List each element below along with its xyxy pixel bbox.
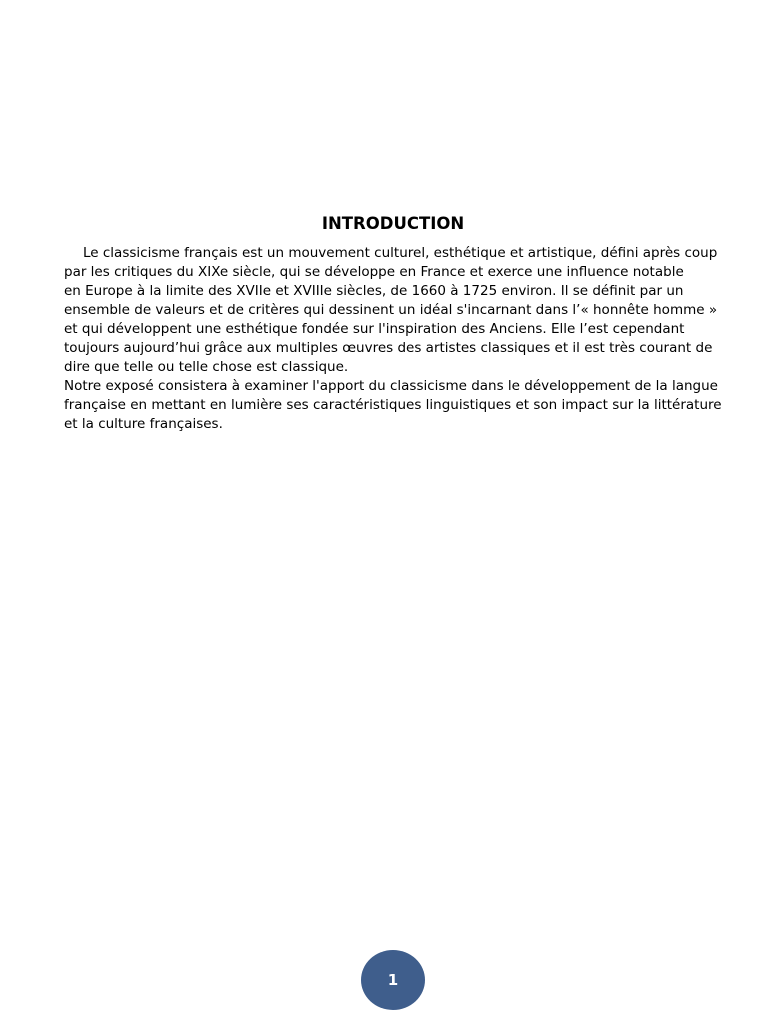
paragraph-line: dire que telle ou telle chose est classique.: [64, 359, 349, 375]
document-body: [64, 244, 724, 434]
paragraph-line: en Europe à la limite des XVIIe et XVIIIe siècles, de 1660 à 1725 environ. Il se définit par un: [64, 283, 684, 299]
paragraph-line: et la culture françaises.: [64, 416, 223, 432]
paragraph-line: toujours aujourd’hui grâce aux multiples œuvres des artistes classiques et il est très courant de: [64, 340, 713, 356]
paragraph-line: française en mettant en lumière ses caractéristiques linguistiques et son impact sur la littérature: [64, 397, 722, 413]
page-number: 1: [387, 971, 399, 989]
paragraph-line: Le classicisme français est un mouvement culturel, esthétique et artistique, défini après coup: [83, 245, 718, 261]
paragraph-line: Notre exposé consistera à examiner l'apport du classicisme dans le développement de la langue: [64, 378, 718, 394]
page-number-badge: [361, 950, 425, 1010]
paragraph-1: [64, 244, 724, 377]
paragraph-line: et qui développent une esthétique fondée sur l'inspiration des Anciens. Elle l’est cependant: [64, 321, 685, 337]
paragraph-line: par les critiques du XIXe siècle, qui se développe en France et exerce une influence notable: [64, 264, 684, 280]
section-heading: INTRODUCTION: [321, 214, 465, 233]
paragraph-2: [64, 377, 724, 434]
paragraph-line: ensemble de valeurs et de critères qui dessinent un idéal s'incarnant dans l’« honnête homme »: [64, 302, 718, 318]
